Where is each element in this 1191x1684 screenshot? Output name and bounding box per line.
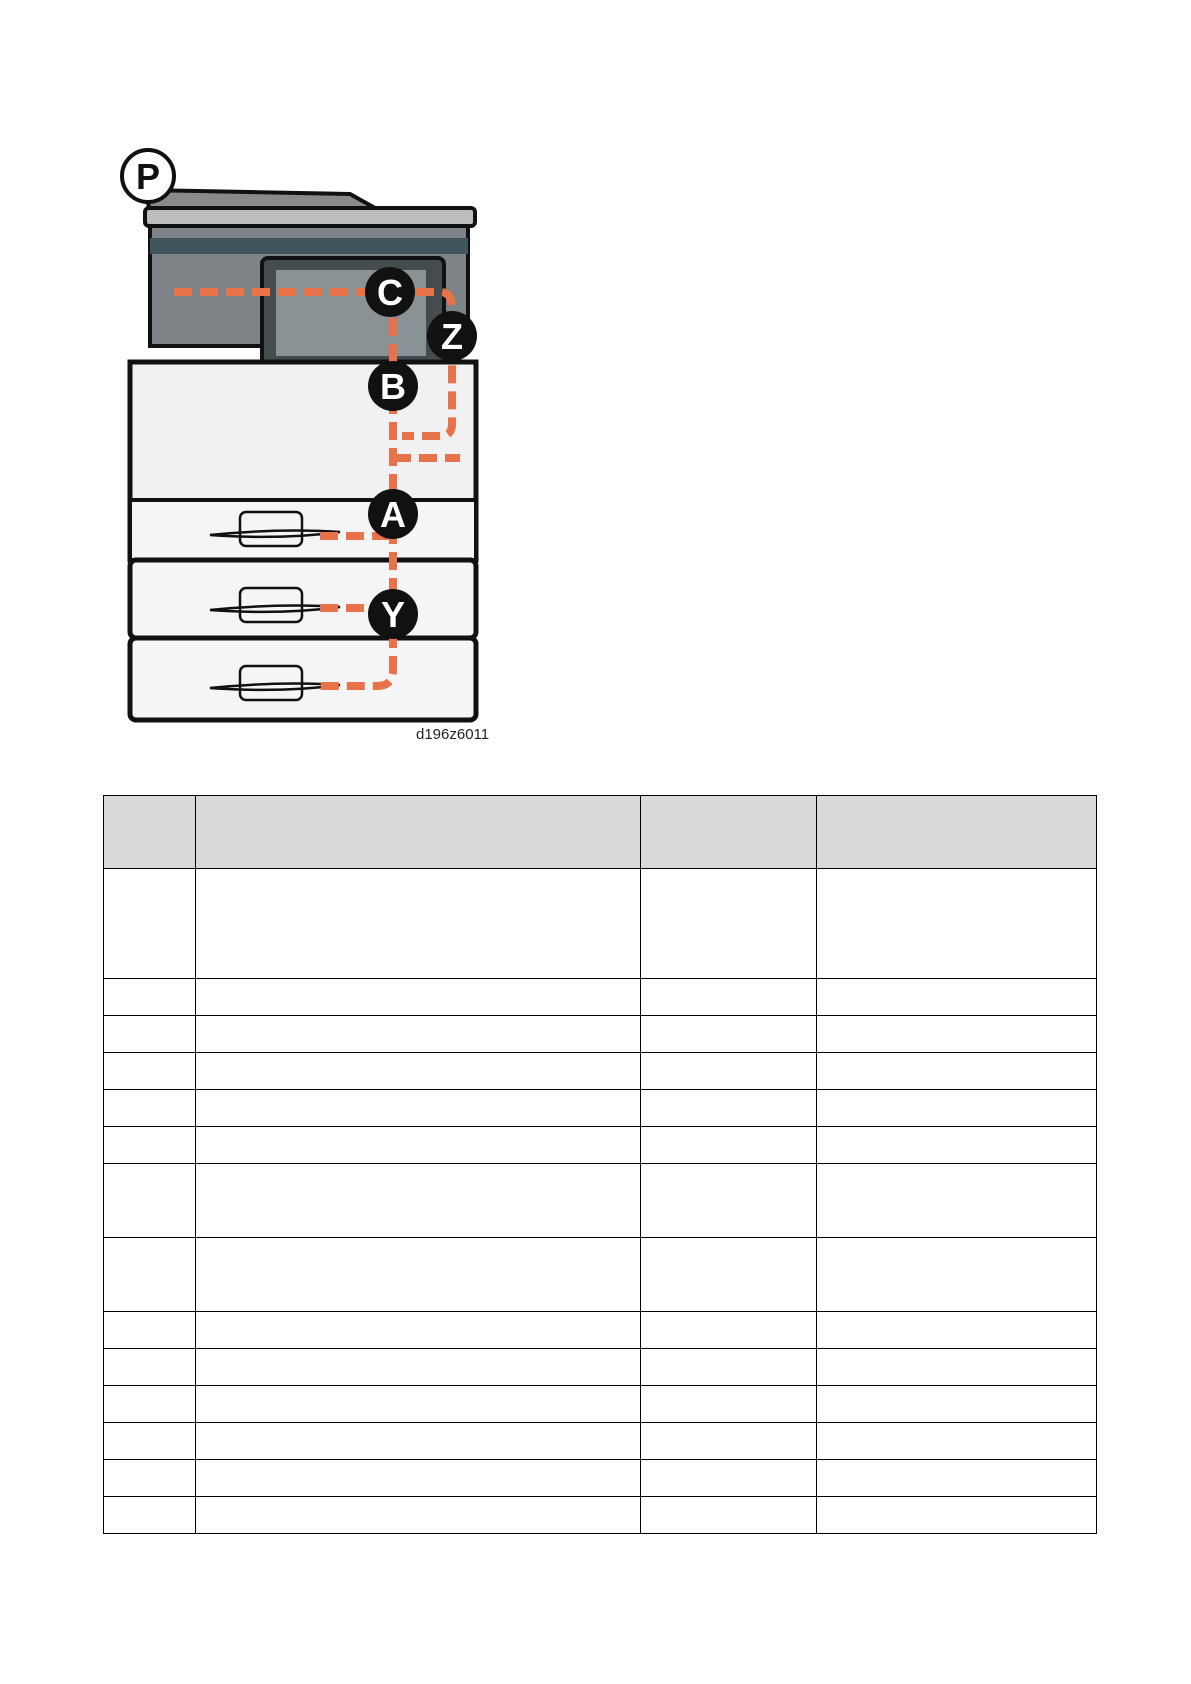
table-cell xyxy=(641,869,817,979)
header-cell xyxy=(641,796,817,869)
table-cell xyxy=(817,1349,1097,1386)
svg-text:A: A xyxy=(380,494,406,535)
header-cell xyxy=(104,796,196,869)
table-cell xyxy=(104,979,196,1016)
table-cell xyxy=(817,1127,1097,1164)
table-cell xyxy=(817,1016,1097,1053)
table-cell xyxy=(196,1164,641,1238)
table-cell xyxy=(104,1238,196,1312)
table-cell xyxy=(641,979,817,1016)
table-row xyxy=(104,1164,1097,1238)
table-cell xyxy=(641,1349,817,1386)
table-cell xyxy=(641,1312,817,1349)
table-cell xyxy=(104,1312,196,1349)
table-cell xyxy=(641,1423,817,1460)
table-cell xyxy=(196,1090,641,1127)
marker-y xyxy=(368,589,418,639)
table-cell xyxy=(817,1497,1097,1534)
table-cell xyxy=(104,1016,196,1053)
table-cell xyxy=(817,1053,1097,1090)
table-cell xyxy=(196,1127,641,1164)
table-row xyxy=(104,979,1097,1016)
table-row xyxy=(104,1349,1097,1386)
table-cell xyxy=(641,1238,817,1312)
table-row xyxy=(104,1090,1097,1127)
table-cell xyxy=(196,1497,641,1534)
table-cell xyxy=(196,1016,641,1053)
printer-diagram xyxy=(100,140,520,750)
table-cell xyxy=(817,1423,1097,1460)
table-cell xyxy=(817,979,1097,1016)
table-cell xyxy=(196,1460,641,1497)
table-cell xyxy=(641,1016,817,1053)
table-cell xyxy=(817,1090,1097,1127)
table-cell xyxy=(104,1127,196,1164)
table-cell xyxy=(196,1238,641,1312)
table-cell xyxy=(641,1497,817,1534)
table-header-row xyxy=(104,796,1097,869)
table-cell xyxy=(104,1053,196,1090)
marker-c xyxy=(365,267,415,317)
table-cell xyxy=(104,1386,196,1423)
table-cell xyxy=(641,1460,817,1497)
table-row xyxy=(104,1386,1097,1423)
table-cell xyxy=(104,1423,196,1460)
table-row xyxy=(104,869,1097,979)
table-cell xyxy=(104,869,196,979)
table-cell xyxy=(817,1238,1097,1312)
table-cell xyxy=(104,1349,196,1386)
header-cell xyxy=(817,796,1097,869)
table-cell xyxy=(817,1164,1097,1238)
table-row xyxy=(104,1016,1097,1053)
table-row xyxy=(104,1423,1097,1460)
table-row xyxy=(104,1127,1097,1164)
table-cell xyxy=(641,1386,817,1423)
table-cell xyxy=(196,1349,641,1386)
table-row xyxy=(104,1460,1097,1497)
table-cell xyxy=(817,1460,1097,1497)
table-cell xyxy=(817,869,1097,979)
table-cell xyxy=(196,1312,641,1349)
table-row xyxy=(104,1312,1097,1349)
marker-p xyxy=(122,150,174,202)
svg-text:P: P xyxy=(135,156,161,197)
svg-text:C: C xyxy=(377,272,403,313)
table-row xyxy=(104,1238,1097,1312)
table-cell xyxy=(104,1497,196,1534)
table-cell xyxy=(641,1164,817,1238)
marker-z xyxy=(427,311,477,361)
table-cell xyxy=(817,1386,1097,1423)
table-cell xyxy=(641,1127,817,1164)
header-cell xyxy=(196,796,641,869)
data-table xyxy=(103,795,1097,1534)
svg-text:Y: Y xyxy=(380,594,406,635)
figure-caption: d196z6011 xyxy=(416,726,490,743)
table-cell xyxy=(104,1090,196,1127)
table-cell xyxy=(641,1053,817,1090)
table-cell xyxy=(104,1164,196,1238)
svg-text:B: B xyxy=(380,366,406,407)
marker-b xyxy=(368,361,418,411)
svg-text:Z: Z xyxy=(441,316,463,357)
table-row xyxy=(104,1497,1097,1534)
table-cell xyxy=(196,1386,641,1423)
table-cell xyxy=(641,1090,817,1127)
table-cell xyxy=(196,869,641,979)
table-row xyxy=(104,1053,1097,1090)
table-cell xyxy=(196,979,641,1016)
table-cell xyxy=(196,1053,641,1090)
table-cell xyxy=(817,1312,1097,1349)
table-cell xyxy=(104,1460,196,1497)
table-cell xyxy=(196,1423,641,1460)
marker-a xyxy=(368,489,418,539)
